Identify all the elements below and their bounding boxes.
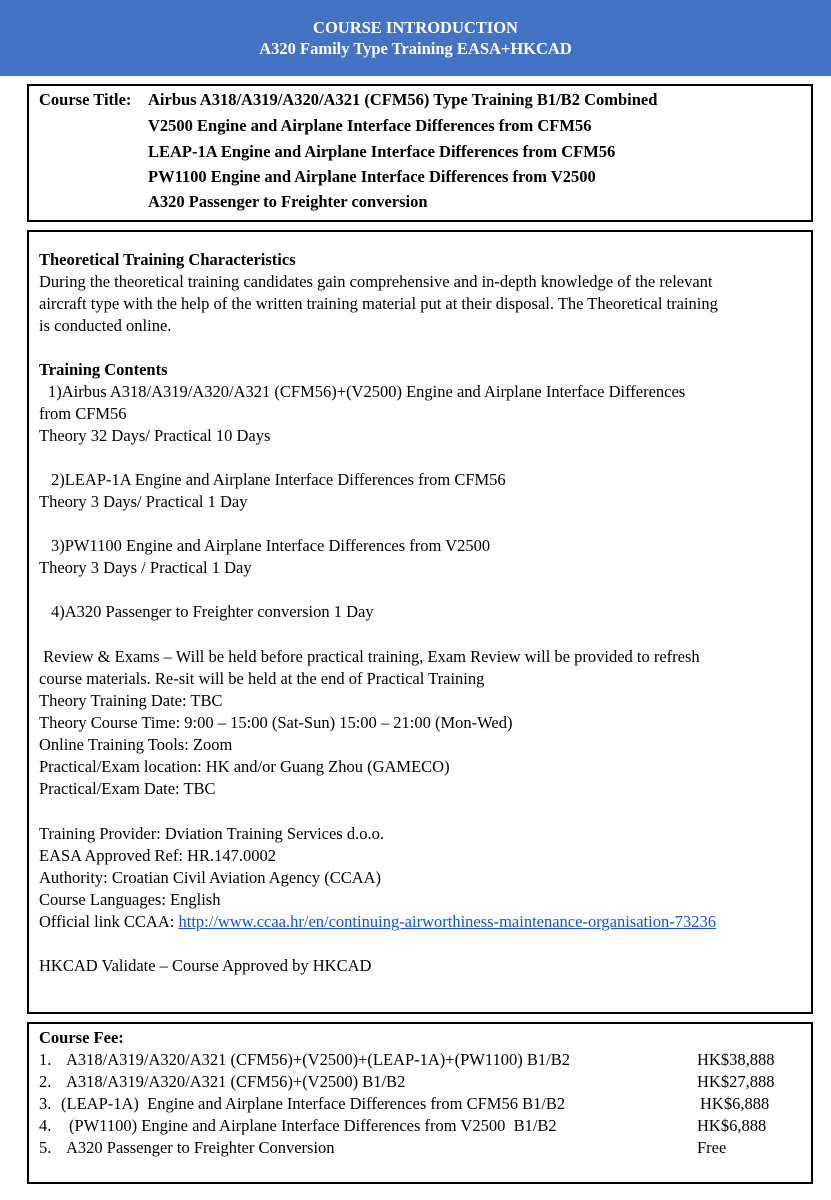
header-subtitle: A320 Family Type Training EASA+HKCAD bbox=[259, 39, 572, 58]
course-title-line: A320 Passenger to Freighter conversion bbox=[148, 192, 428, 211]
easa-ref: EASA Approved Ref: HR.147.0002 bbox=[39, 846, 276, 865]
course-title-line: LEAP-1A Engine and Airplane Interface Differences from CFM56 bbox=[148, 142, 616, 161]
fee-price: HK$27,888 bbox=[697, 1072, 775, 1091]
theory-course-time: Theory Course Time: 9:00 – 15:00 (Sat-Sun) 15:00 – 21:00 (Mon-Wed) bbox=[39, 713, 513, 732]
fee-price: Free bbox=[697, 1138, 727, 1157]
fee-number: 3. bbox=[39, 1094, 52, 1113]
course-title-line: V2500 Engine and Airplane Interface Differences from CFM56 bbox=[148, 116, 592, 135]
contents-heading: Training Contents bbox=[39, 360, 168, 379]
fee-price: HK$6,888 bbox=[697, 1116, 767, 1135]
training-provider: Training Provider: Dviation Training Services d.o.o. bbox=[39, 824, 384, 843]
online-training-tools: Online Training Tools: Zoom bbox=[39, 735, 233, 754]
fee-description: A318/A319/A320/A321 (CFM56)+(V2500) B1/B2 bbox=[66, 1072, 406, 1091]
fee-price: HK$6,888 bbox=[700, 1094, 770, 1113]
course-details-box bbox=[27, 230, 813, 1014]
header-banner bbox=[0, 0, 831, 76]
content-item-1-duration: Theory 32 Days/ Practical 10 Days bbox=[39, 426, 271, 445]
header-title: COURSE INTRODUCTION bbox=[313, 18, 518, 37]
theory-heading: Theoretical Training Characteristics bbox=[39, 250, 296, 269]
theory-text-line: aircraft type with the help of the written training material put at their disposal. The Theoretical training bbox=[39, 294, 718, 313]
review-exams-text: Review & Exams – Will be held before practical training, Exam Review will be provided to refresh bbox=[39, 647, 700, 666]
course-fee-box bbox=[27, 1022, 813, 1184]
content-item-3: 3)PW1100 Engine and Airplane Interface Differences from V2500 bbox=[51, 536, 491, 555]
content-item-1: 1)Airbus A318/A319/A320/A321 (CFM56)+(V2500) Engine and Airplane Interface Differences bbox=[48, 382, 686, 401]
course-title-box bbox=[27, 84, 813, 222]
content-item-4: 4)A320 Passenger to Freighter conversion 1 Day bbox=[51, 602, 374, 621]
content-item-3-duration: Theory 3 Days / Practical 1 Day bbox=[39, 558, 252, 577]
hkcad-validate: HKCAD Validate – Course Approved by HKCAD bbox=[39, 956, 372, 975]
fee-description: A318/A319/A320/A321 (CFM56)+(V2500)+(LEAP-1A)+(PW1100) B1/B2 bbox=[66, 1050, 570, 1069]
exam-date: Practical/Exam Date: TBC bbox=[39, 779, 216, 798]
fee-description: (PW1100) Engine and Airplane Interface Differences from V2500 B1/B2 bbox=[69, 1116, 557, 1135]
official-link-row bbox=[39, 911, 716, 933]
course-title-line: PW1100 Engine and Airplane Interface Differences from V2500 bbox=[148, 167, 596, 186]
course-title-line: Airbus A318/A319/A320/A321 (CFM56) Type Training B1/B2 Combined bbox=[148, 90, 658, 109]
content-item-1-cont: from CFM56 bbox=[39, 404, 127, 423]
course-title-label: Course Title: bbox=[39, 90, 132, 109]
fee-description: (LEAP-1A) Engine and Airplane Interface Differences from CFM56 B1/B2 bbox=[61, 1094, 566, 1113]
fee-number: 1. bbox=[39, 1050, 52, 1069]
content-item-2-duration: Theory 3 Days/ Practical 1 Day bbox=[39, 492, 248, 511]
authority: Authority: Croatian Civil Aviation Agency (CCAA) bbox=[39, 868, 382, 887]
exam-location: Practical/Exam location: HK and/or Guang Zhou (GAMECO) bbox=[39, 757, 450, 776]
content-item-2: 2)LEAP-1A Engine and Airplane Interface Differences from CFM56 bbox=[51, 470, 506, 489]
fee-number: 2. bbox=[39, 1072, 52, 1091]
fee-description: A320 Passenger to Freighter Conversion bbox=[66, 1138, 335, 1157]
review-exams-text-cont: course materials. Re-sit will be held at the end of Practical Training bbox=[39, 669, 485, 688]
fee-price: HK$38,888 bbox=[697, 1050, 775, 1069]
theory-text-line: is conducted online. bbox=[39, 316, 172, 335]
course-languages: Course Languages: English bbox=[39, 890, 221, 909]
fee-number: 4. bbox=[39, 1116, 52, 1135]
theory-text-line: During the theoretical training candidates gain comprehensive and in-depth knowledge of the relevant bbox=[39, 272, 713, 291]
theory-training-date: Theory Training Date: TBC bbox=[39, 691, 223, 710]
official-link[interactable]: http://www.ccaa.hr/en/continuing-airworthiness-maintenance-organisation-73236 bbox=[178, 912, 716, 931]
official-link-label: Official link CCAA: bbox=[39, 912, 179, 931]
fee-heading: Course Fee: bbox=[39, 1028, 124, 1047]
fee-number: 5. bbox=[39, 1138, 52, 1157]
